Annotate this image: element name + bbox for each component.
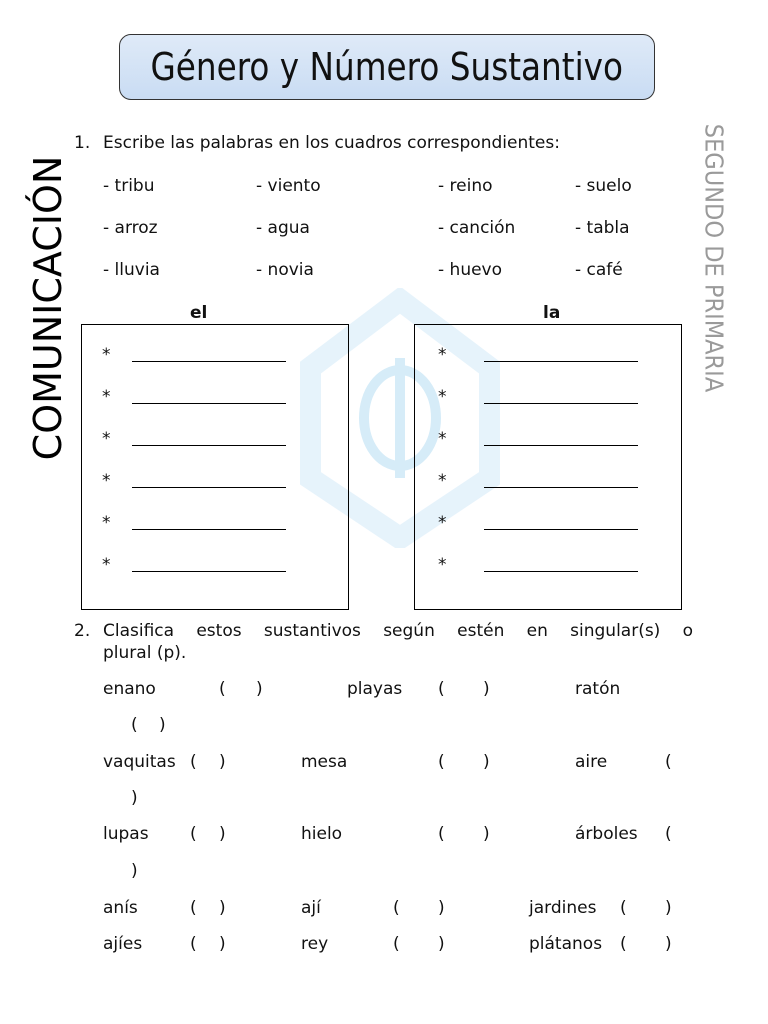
answer-line[interactable]	[415, 513, 681, 537]
bullet-star: *	[438, 471, 447, 491]
blank-line[interactable]	[484, 529, 638, 530]
blank-line[interactable]	[132, 529, 286, 530]
blank-line[interactable]	[484, 571, 638, 572]
answer-paren-open: (	[438, 752, 445, 772]
word-item: - tribu	[103, 176, 155, 196]
answer-line[interactable]	[82, 345, 348, 369]
word-item: - café	[575, 260, 623, 280]
bullet-star: *	[438, 345, 447, 365]
noun-word: árboles	[575, 824, 638, 844]
blank-line[interactable]	[132, 403, 286, 404]
answer-paren-open: (	[665, 752, 672, 772]
noun-word: aire	[575, 752, 608, 772]
bullet-star: *	[438, 387, 447, 407]
blank-line[interactable]	[132, 571, 286, 572]
answer-paren-open: (	[393, 934, 400, 954]
noun-word: rey	[301, 934, 329, 954]
word-item: - tabla	[575, 218, 630, 238]
answer-paren-open: (	[131, 715, 138, 735]
answer-paren-open: (	[393, 898, 400, 918]
word-item: - arroz	[103, 218, 158, 238]
answer-line[interactable]	[415, 345, 681, 369]
answer-paren-open: (	[620, 934, 627, 954]
answer-paren-open: (	[620, 898, 627, 918]
grade-label: SEGUNDO DE PRIMARIA	[699, 123, 729, 393]
noun-word: vaquitas	[103, 752, 176, 772]
box-label-la: la	[543, 303, 561, 323]
answer-paren-open: (	[665, 824, 672, 844]
noun-word: ratón	[575, 679, 621, 699]
answer-line[interactable]	[415, 387, 681, 411]
answer-paren-close: )	[131, 788, 138, 808]
blank-line[interactable]	[132, 487, 286, 488]
question-2-text-cont: plural (p).	[103, 643, 187, 663]
answer-paren-close: )	[665, 934, 672, 954]
word-item: - reino	[438, 176, 493, 196]
bullet-star: *	[102, 429, 111, 449]
noun-word: mesa	[301, 752, 348, 772]
noun-word: lupas	[103, 824, 149, 844]
answer-line[interactable]	[415, 471, 681, 495]
question-2-text: Clasifica estos sustantivos según estén en singular(s) o	[103, 621, 693, 641]
question-1-text: Escribe las palabras en los cuadros correspondientes:	[103, 133, 560, 153]
answer-paren-close: )	[438, 934, 445, 954]
page-title: Género y Número Sustantivo	[150, 45, 624, 89]
answer-paren-open: (	[219, 679, 226, 699]
answer-paren-close: )	[256, 679, 263, 699]
bullet-star: *	[438, 513, 447, 533]
answer-paren-close: )	[219, 824, 226, 844]
bullet-star: *	[102, 387, 111, 407]
noun-word: playas	[347, 679, 403, 699]
noun-word: plátanos	[529, 934, 603, 954]
blank-line[interactable]	[484, 403, 638, 404]
bullet-star: *	[438, 555, 447, 575]
answer-paren-open: (	[190, 898, 197, 918]
subject-label: COMUNICACIÓN	[26, 155, 70, 461]
blank-line[interactable]	[132, 445, 286, 446]
answer-line[interactable]	[82, 429, 348, 453]
answer-paren-open: (	[190, 752, 197, 772]
noun-word: ajíes	[103, 934, 143, 954]
noun-word: enano	[103, 679, 156, 699]
blank-line[interactable]	[484, 361, 638, 362]
noun-word: jardines	[529, 898, 597, 918]
word-item: - novia	[256, 260, 314, 280]
blank-line[interactable]	[484, 487, 638, 488]
box-label-el: el	[190, 303, 208, 323]
bullet-star: *	[102, 471, 111, 491]
answer-line[interactable]	[415, 555, 681, 579]
answer-line[interactable]	[415, 429, 681, 453]
word-item: - huevo	[438, 260, 503, 280]
bullet-star: *	[438, 429, 447, 449]
answer-paren-close: )	[219, 752, 226, 772]
answer-line[interactable]	[82, 513, 348, 537]
question-1-number: 1.	[74, 133, 91, 153]
answer-box-la	[414, 324, 682, 610]
question-2-number: 2.	[74, 621, 91, 641]
answer-paren-open: (	[438, 679, 445, 699]
answer-paren-close: )	[483, 752, 490, 772]
title-banner	[119, 34, 655, 100]
answer-paren-close: )	[665, 898, 672, 918]
blank-line[interactable]	[484, 445, 638, 446]
word-item: - suelo	[575, 176, 632, 196]
answer-paren-close: )	[438, 898, 445, 918]
answer-line[interactable]	[82, 387, 348, 411]
answer-paren-open: (	[190, 824, 197, 844]
answer-paren-close: )	[219, 898, 226, 918]
answer-paren-close: )	[483, 824, 490, 844]
bullet-star: *	[102, 345, 111, 365]
answer-line[interactable]	[82, 471, 348, 495]
answer-paren-close: )	[219, 934, 226, 954]
bullet-star: *	[102, 513, 111, 533]
word-item: - viento	[256, 176, 321, 196]
answer-paren-close: )	[159, 715, 166, 735]
answer-line[interactable]	[82, 555, 348, 579]
word-item: - agua	[256, 218, 310, 238]
answer-paren-close: )	[483, 679, 490, 699]
answer-box-el	[81, 324, 349, 610]
noun-word: anís	[103, 898, 138, 918]
blank-line[interactable]	[132, 361, 286, 362]
noun-word: hielo	[301, 824, 343, 844]
answer-paren-open: (	[190, 934, 197, 954]
word-item: - lluvia	[103, 260, 160, 280]
bullet-star: *	[102, 555, 111, 575]
answer-paren-close: )	[131, 861, 138, 881]
word-item: - canción	[438, 218, 516, 238]
noun-word: ají	[301, 898, 321, 918]
answer-paren-open: (	[438, 824, 445, 844]
